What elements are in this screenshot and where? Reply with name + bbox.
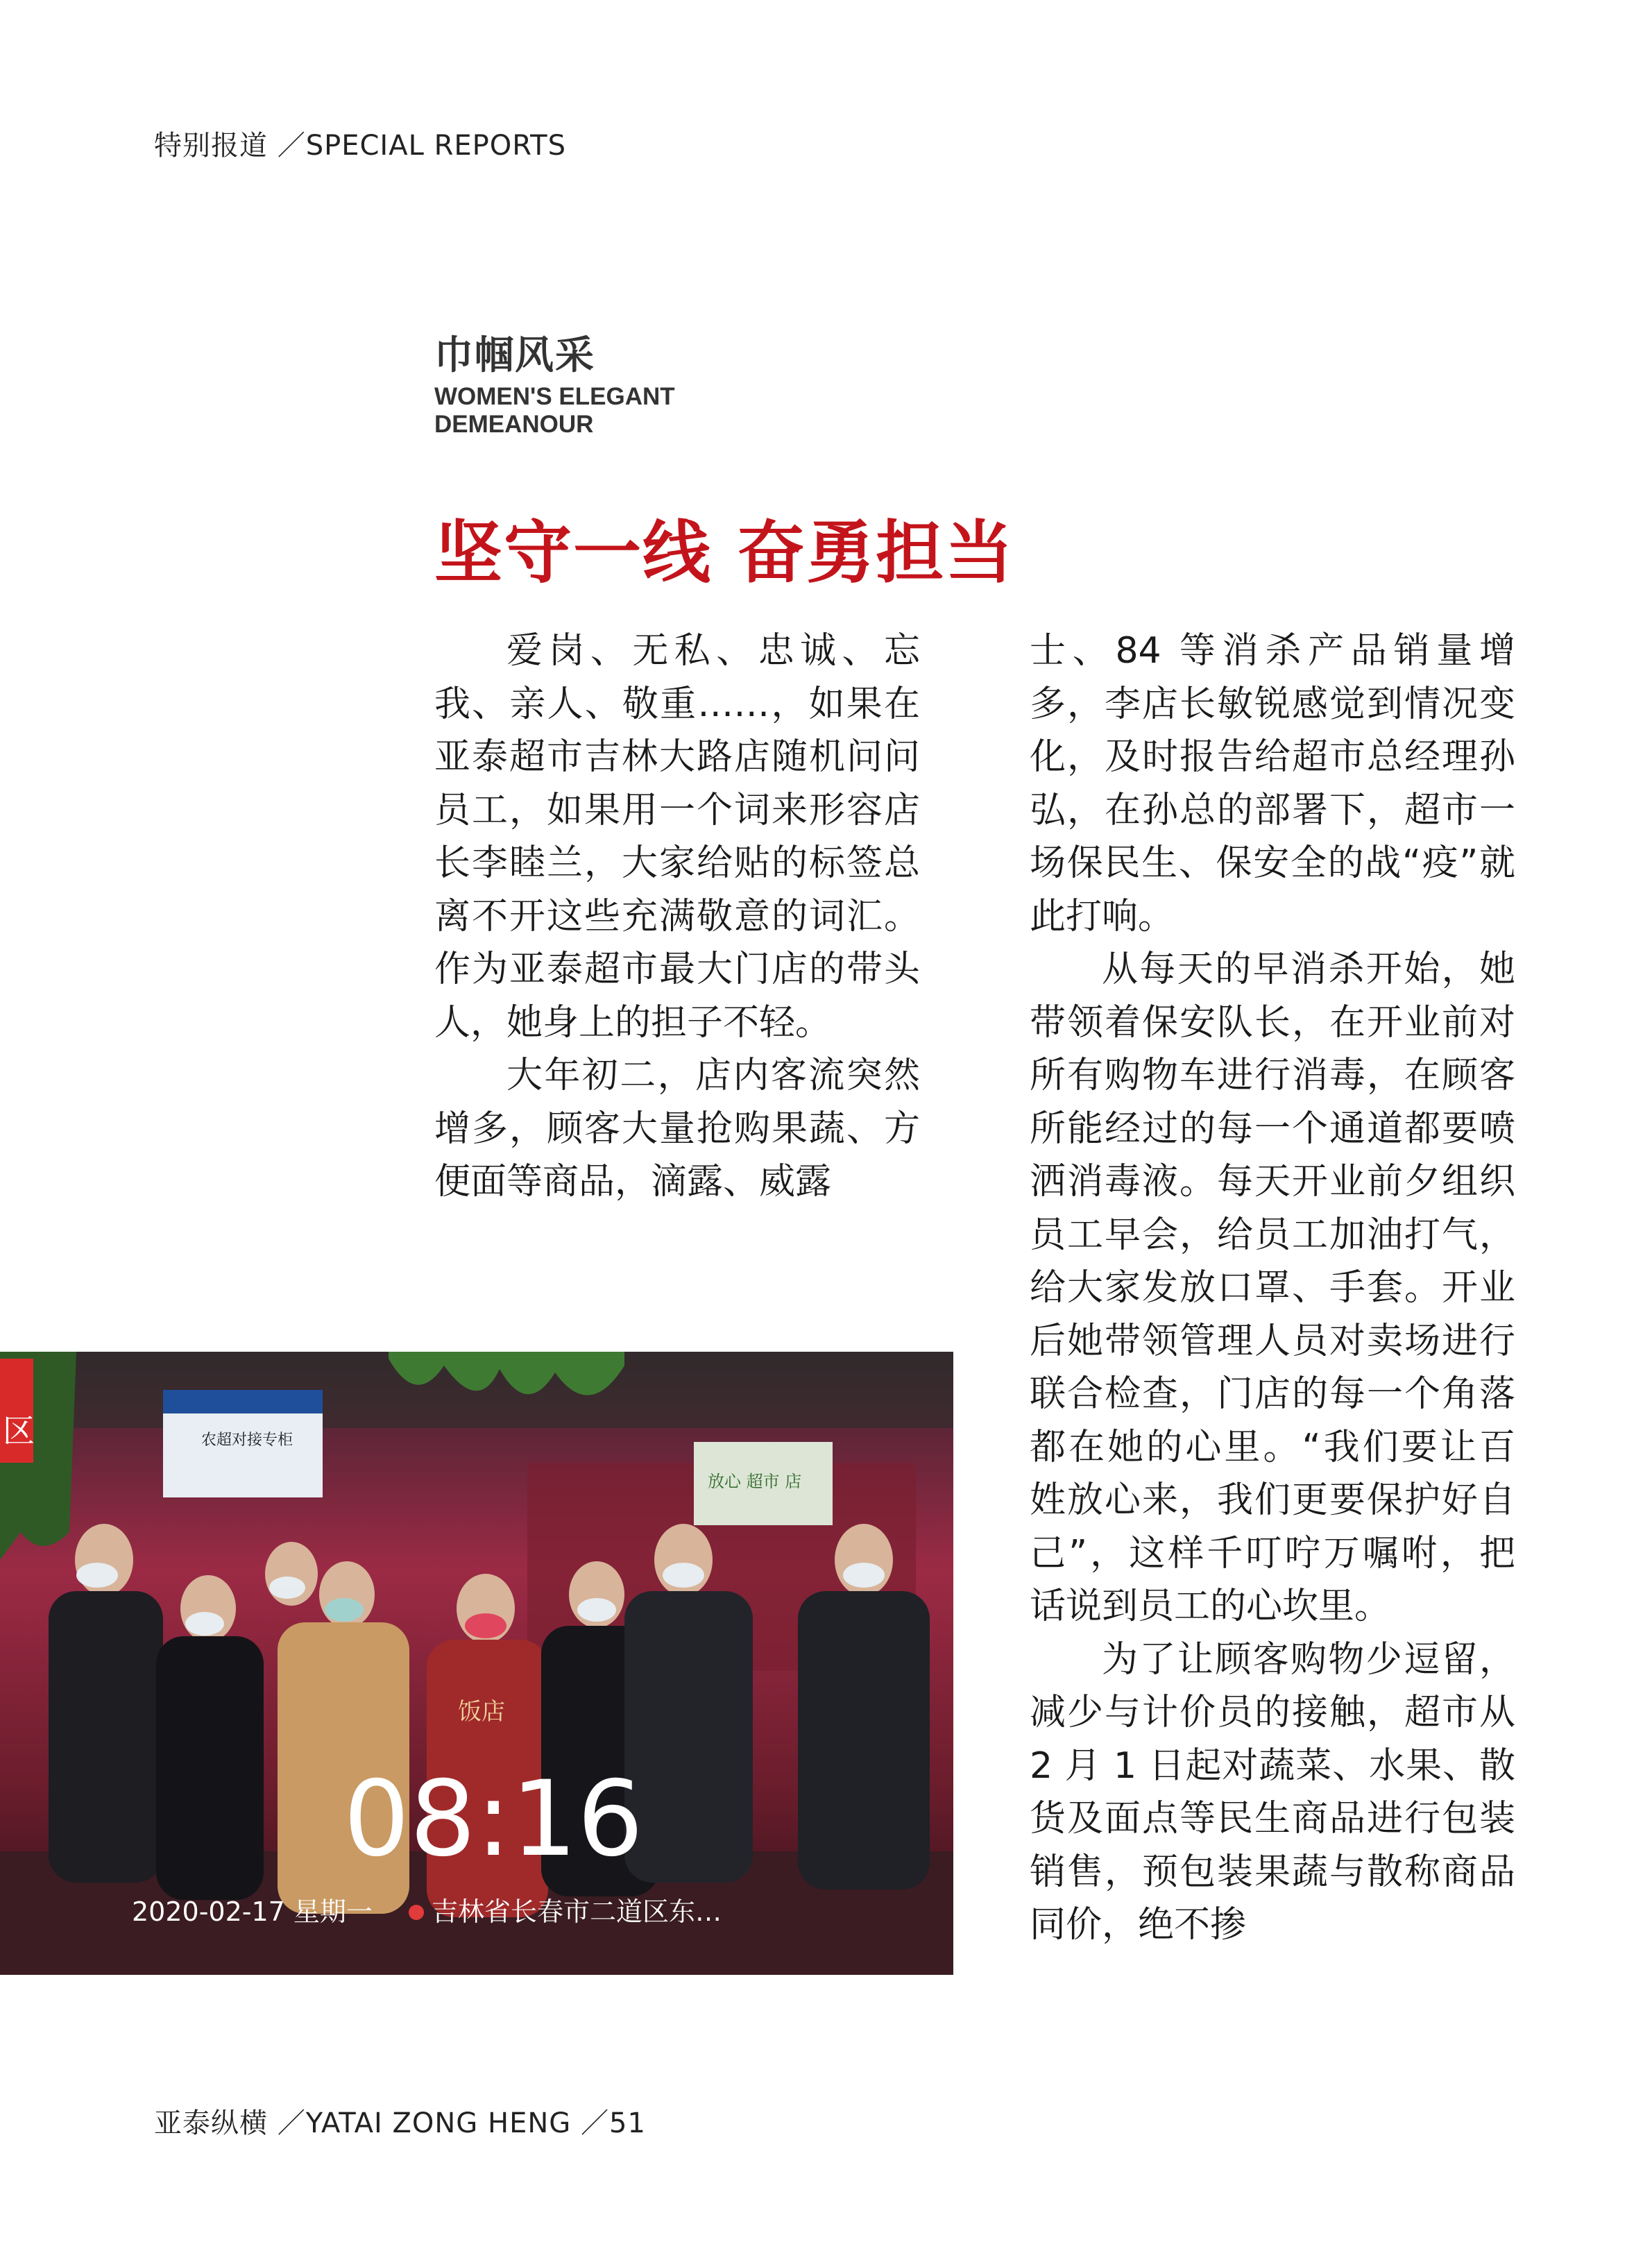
column-title-cn: 巾帼风采 bbox=[434, 333, 595, 378]
article-paragraph-1: 爱岗、无私、忠诚、忘我、亲人、敬重……，如果在亚泰超市吉林大路店随机问问员工，如果用一个词来形容店长李睦兰，大家给贴的标签总离不开这些充满敬意的词汇。作为亚泰超市最大门店的带头人，她身上的担子不轻。 bbox=[434, 630, 920, 1044]
photo-time-stamp: 08:16 bbox=[343, 1759, 644, 1880]
page-footer: 亚泰纵横 ／YATAI ZONG HENG ／51 bbox=[154, 2107, 646, 2139]
section-header: 特别报道 ／SPECIAL REPORTS bbox=[154, 130, 566, 162]
article-paragraph-3: 从每天的早消杀开始，她带领着保安队长，在开业前对所有购物车进行消毒，在顾客所能经过的每一个通道都要喷洒消毒液。每天开业前夕组织员工早会，给员工加油打气，给大家发放口罩、手套。开业后她带领管理人员对卖场进行联合检查，门店的每一个角落都在她的心里。“我们要让百姓放心来，我们更要保护好自己”，这样千叮咛万嘱咐，把话说到员工的心坎里。 bbox=[1030, 949, 1515, 1627]
photo-location-stamp: 吉林省长春市二道区东… bbox=[432, 1896, 722, 1927]
staff-group-photo bbox=[0, 1352, 953, 1975]
column-title-en bbox=[434, 383, 781, 439]
column-title-en-line1: WOMEN'S ELEGANT bbox=[434, 383, 675, 410]
photo-date-stamp: 2020-02-17 星期一 bbox=[132, 1896, 373, 1927]
article-paragraph-2-start: 大年初二，店内客流突然增多，顾客大量抢购果蔬、方便面等商品，滴露、威露 bbox=[434, 1055, 920, 1203]
column-title-en-line2: DEMEANOUR bbox=[434, 411, 594, 438]
counter-sign-text: 农超对接专柜 bbox=[201, 1432, 293, 1449]
location-pin-icon bbox=[409, 1905, 424, 1920]
article-paragraph-2-cont: 士、84 等消杀产品销量增多，李店长敏锐感觉到情况变化，及时报告给超市总经理孙弘，在孙总的部署下，超市一场保民生、保安全的战“疫”就此打响。 bbox=[1030, 630, 1515, 937]
article-column-right bbox=[1030, 625, 1515, 1952]
apron-text: 饭店 bbox=[458, 1698, 505, 1726]
article-title: 坚守一线 奋勇担当 bbox=[434, 513, 1015, 593]
article-paragraph-4: 为了让顾客购物少逗留，减少与计价员的接触，超市从 2 月 1 日起对蔬菜、水果、散货及面点等民生商品进行包装销售，预包装果蔬与散称商品同价，绝不掺 bbox=[1030, 1638, 1515, 1946]
article-column-left bbox=[434, 625, 920, 1209]
shop-sign-text: 放心 超市 店 bbox=[708, 1472, 802, 1491]
side-sign-text: 区 bbox=[3, 1412, 35, 1450]
